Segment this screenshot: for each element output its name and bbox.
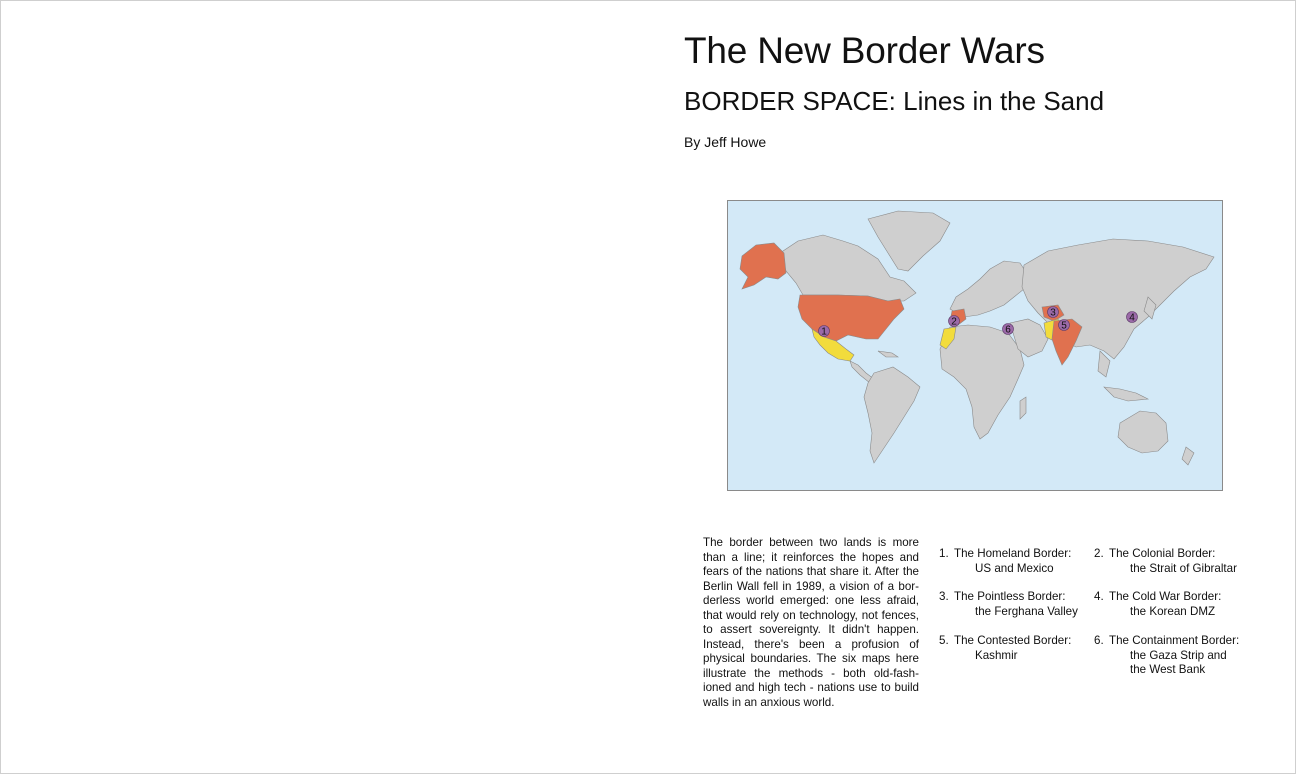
legend-title: The Contested Border: <box>954 634 1072 647</box>
legend-item-5 <box>939 634 1071 663</box>
legend-item-3 <box>939 590 1078 619</box>
land-caribbean <box>878 351 898 357</box>
land-asia <box>1022 239 1214 359</box>
legend-subtitle-continued: the West Bank <box>1130 663 1206 676</box>
legend-item-6 <box>1094 634 1239 678</box>
article-subtitle: BORDER SPACE: Lines in the Sand <box>684 86 1105 116</box>
legend-subtitle: the Korean DMZ <box>1130 604 1216 618</box>
svg-text:5: 5 <box>1061 320 1067 332</box>
land-alaska <box>740 243 786 289</box>
legend-subtitle: US and Mexico <box>975 561 1054 575</box>
legend-title: The Containment Border: <box>1109 634 1240 647</box>
legend-item-4 <box>1094 590 1221 619</box>
legend-title: The Cold War Border: <box>1109 590 1222 603</box>
svg-text:3: 3 <box>1050 307 1056 319</box>
intro-paragraph: The border between two lands is more than a line; it reinforces the hopes and fears of the nations that share it. After the Berlin Wall fell in 1989, a vision of a bor-derless world emerged: one less afraid, that would rely on technology, not fences, to assert sovereignty. It didn't happen. Instead, there's been a profusion of physical boundaries. The six maps here illustrate the methods - both old-fash-ioned and high tech - nations use to build walls in an anxious world. <box>703 536 919 709</box>
legend-number: 1. <box>939 547 949 560</box>
legend-number: 3. <box>939 590 949 603</box>
world-map-graphic <box>728 201 1222 490</box>
legend-title: The Homeland Border: <box>954 547 1072 560</box>
legend-title: The Pointless Border: <box>954 590 1066 603</box>
byline: By Jeff Howe <box>684 134 767 150</box>
legend-subtitle: the Ferghana Valley <box>975 604 1078 618</box>
legend-title: The Colonial Border: <box>1109 547 1216 560</box>
legend-item-1 <box>939 547 1071 576</box>
land-australia <box>1118 411 1168 453</box>
svg-text:1: 1 <box>821 326 827 338</box>
svg-text:2: 2 <box>951 316 957 328</box>
legend-subtitle: the Gaza Strip and <box>1130 648 1227 662</box>
legend-subtitle: the Strait of Gibraltar <box>1130 561 1237 575</box>
legend-number: 4. <box>1094 590 1104 603</box>
legend-item-2 <box>1094 547 1237 576</box>
legend-number: 5. <box>939 634 949 647</box>
world-map <box>727 200 1223 491</box>
land-europe <box>950 261 1028 317</box>
land-new-zealand <box>1182 447 1194 465</box>
land-indonesia <box>1104 387 1148 401</box>
legend-number: 6. <box>1094 634 1104 647</box>
svg-text:4: 4 <box>1129 312 1135 324</box>
legend-number: 2. <box>1094 547 1104 560</box>
marker-2[interactable] <box>949 316 960 328</box>
article-title: The New Border Wars <box>684 30 1045 71</box>
land-south-america <box>864 367 920 463</box>
land-madagascar <box>1020 397 1026 419</box>
legend-subtitle: Kashmir <box>975 648 1018 662</box>
svg-text:6: 6 <box>1005 324 1011 336</box>
land-southeast-asia <box>1098 351 1110 377</box>
land-africa <box>940 325 1024 439</box>
